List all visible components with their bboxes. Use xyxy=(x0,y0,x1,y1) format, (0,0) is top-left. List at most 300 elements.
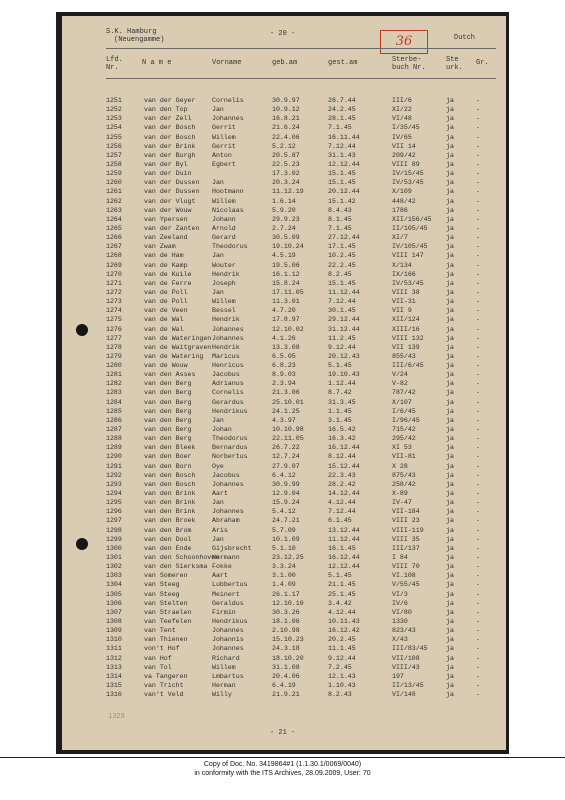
table-row xyxy=(106,343,496,352)
row-register-nr: XI/22 xyxy=(392,106,412,114)
row-death-date: 17.1.45 xyxy=(328,243,356,251)
row-firstname: Wouter xyxy=(212,261,236,269)
row-certificate: ja xyxy=(446,563,454,571)
row-surname: van Tent xyxy=(144,627,176,635)
row-register-nr: VI/3 xyxy=(392,590,408,598)
col-sterbebuch: Sterbe- buch Nr. xyxy=(392,56,426,72)
row-certificate: ja xyxy=(446,691,454,699)
row-firstname: Aart xyxy=(212,490,228,498)
nationality-label: Dutch xyxy=(454,34,476,42)
row-nr: 1262 xyxy=(106,197,122,205)
row-nr: 1303 xyxy=(106,572,122,580)
row-register-nr: VI/48 xyxy=(392,115,412,123)
row-register-nr: III/6 xyxy=(392,97,412,104)
table-row xyxy=(106,297,496,306)
row-firstname: Geraldus xyxy=(212,599,244,607)
table-row xyxy=(106,352,496,361)
row-birth-date: 24.3.18 xyxy=(272,645,300,653)
row-grave: - xyxy=(476,444,480,452)
row-firstname: Lubbertus xyxy=(212,581,248,589)
row-grave: - xyxy=(476,97,480,104)
table-row xyxy=(106,270,496,279)
row-death-date: 12.1.43 xyxy=(328,672,356,680)
table-row xyxy=(106,416,496,425)
row-death-date: 7.12.44 xyxy=(328,508,356,516)
row-nr: 1278 xyxy=(106,343,122,351)
row-firstname: Gerrit xyxy=(212,124,236,132)
row-birth-date: 22.11.05 xyxy=(272,435,304,443)
row-certificate: ja xyxy=(446,499,454,507)
row-grave: - xyxy=(476,581,480,589)
row-nr: 1282 xyxy=(106,380,122,388)
row-register-nr: XIII/16 xyxy=(392,325,420,333)
row-nr: 1307 xyxy=(106,608,122,616)
table-row xyxy=(106,361,496,370)
row-nr: 1295 xyxy=(106,499,122,507)
row-nr: 1273 xyxy=(106,298,122,306)
row-grave: - xyxy=(476,234,480,242)
row-surname: van der Dussen xyxy=(144,179,200,187)
row-surname: van de Poll xyxy=(144,288,188,296)
row-certificate: ja xyxy=(446,133,454,141)
row-death-date: 16.3.42 xyxy=(328,435,356,443)
table-row xyxy=(106,471,496,480)
row-certificate: ja xyxy=(446,124,454,132)
row-firstname: Jan xyxy=(212,179,224,187)
row-certificate: ja xyxy=(446,197,454,205)
row-birth-date: 30.9.99 xyxy=(272,480,300,488)
row-grave: - xyxy=(476,160,480,168)
row-nr: 1313 xyxy=(106,663,122,671)
row-birth-date: 17.3.02 xyxy=(272,170,300,178)
row-grave: - xyxy=(476,435,480,443)
table-row xyxy=(106,197,496,206)
row-certificate: ja xyxy=(446,471,454,479)
row-surname: van Tricht xyxy=(144,681,184,689)
faint-number: 1328 xyxy=(108,713,125,721)
row-birth-date: 20.3.24 xyxy=(272,179,300,187)
row-surname: van de Kamp xyxy=(144,261,188,269)
row-surname: van der Bosch xyxy=(144,124,196,132)
row-death-date: 1.10.43 xyxy=(328,681,356,689)
table-row xyxy=(106,142,496,151)
row-death-date: 3.4.42 xyxy=(328,599,352,607)
row-firstname: Hermann xyxy=(212,554,240,561)
row-grave: - xyxy=(476,170,480,178)
row-certificate: ja xyxy=(446,298,454,306)
row-birth-date: 15.8.24 xyxy=(272,279,300,287)
row-register-nr: IX/166 xyxy=(392,270,416,278)
row-death-date: 28.2.42 xyxy=(328,480,356,488)
row-birth-date: 12.10.10 xyxy=(272,599,304,607)
row-firstname: Herman xyxy=(212,681,236,689)
row-grave: - xyxy=(476,115,480,123)
row-grave: - xyxy=(476,563,480,571)
row-death-date: 15.1.42 xyxy=(328,197,356,205)
row-certificate: ja xyxy=(446,407,454,415)
row-death-date: 6.1.45 xyxy=(328,517,352,525)
row-certificate: ja xyxy=(446,179,454,187)
row-surname: van der Dussen xyxy=(144,188,200,196)
row-death-date: 26.7.44 xyxy=(328,97,356,104)
row-birth-date: 18.1.06 xyxy=(272,617,300,625)
row-nr: 1255 xyxy=(106,133,122,141)
row-death-date: 11.12.44 xyxy=(328,288,360,296)
table-row xyxy=(106,206,496,215)
row-surname: van de Wal xyxy=(144,316,184,324)
row-birth-date: 30.3.26 xyxy=(272,608,300,616)
row-grave: - xyxy=(476,490,480,498)
row-firstname: Aart xyxy=(212,572,228,580)
row-death-date: 1.1.45 xyxy=(328,407,352,415)
row-nr: 1289 xyxy=(106,444,122,452)
row-grave: - xyxy=(476,188,480,196)
row-nr: 1301 xyxy=(106,554,122,561)
row-grave: - xyxy=(476,681,480,689)
row-death-date: 7.2.45 xyxy=(328,663,352,671)
row-certificate: ja xyxy=(446,142,454,150)
row-surname: van Ypersen xyxy=(144,215,188,223)
row-death-date: 15.1.45 xyxy=(328,279,356,287)
row-grave: - xyxy=(476,362,480,370)
copy-note-line2: in conformity with the ITS Archives, 28.09.2009, User: 70 xyxy=(194,770,371,777)
row-birth-date: 23.12.25 xyxy=(272,554,304,561)
row-birth-date: 25.10.01 xyxy=(272,398,304,406)
row-register-nr: IV/65 xyxy=(392,133,412,141)
row-grave: - xyxy=(476,261,480,269)
table-row xyxy=(106,434,496,443)
row-grave: - xyxy=(476,691,480,699)
row-birth-date: 21.9.21 xyxy=(272,691,300,699)
row-register-nr: VIII 147 xyxy=(392,252,424,260)
document-page xyxy=(62,16,506,750)
row-grave: - xyxy=(476,645,480,653)
row-birth-date: 4.7.20 xyxy=(272,307,296,315)
row-register-nr: 258/42 xyxy=(392,480,416,488)
row-surname: van den Berg xyxy=(144,435,192,443)
row-register-nr: II/105/45 xyxy=(392,224,428,232)
row-certificate: ja xyxy=(446,627,454,635)
row-register-nr: 1330 xyxy=(392,617,408,625)
row-death-date: 8.4.43 xyxy=(328,206,352,214)
row-certificate: ja xyxy=(446,535,454,543)
row-surname: van Zeeland xyxy=(144,234,188,242)
row-register-nr: XI 53 xyxy=(392,444,412,452)
row-birth-date: 5.9.20 xyxy=(272,206,296,214)
table-row xyxy=(106,96,496,105)
row-death-date: 21.1.45 xyxy=(328,581,356,589)
col-gest: gest.am xyxy=(328,59,358,67)
row-nr: 1284 xyxy=(106,398,122,406)
row-death-date: 16.12.44 xyxy=(328,554,360,561)
table-row xyxy=(106,187,496,196)
table-row xyxy=(106,544,496,553)
row-register-nr: VIII/43 xyxy=(392,663,420,671)
row-birth-date: 10.1.09 xyxy=(272,535,300,543)
row-grave: - xyxy=(476,517,480,525)
table-row xyxy=(106,242,496,251)
row-certificate: ja xyxy=(446,672,454,680)
row-firstname: Hendrik xyxy=(212,343,240,351)
row-surname: van den Brink xyxy=(144,508,196,516)
row-grave: - xyxy=(476,279,480,287)
row-certificate: ja xyxy=(446,261,454,269)
row-register-nr: VII/108 xyxy=(392,654,420,662)
row-nr: 1310 xyxy=(106,636,122,644)
table-row xyxy=(106,379,496,388)
row-register-nr: VI.108 xyxy=(392,572,416,580)
row-firstname: Firmin xyxy=(212,608,236,616)
row-firstname: Willem xyxy=(212,298,236,306)
row-certificate: ja xyxy=(446,243,454,251)
table-row xyxy=(106,224,496,233)
row-register-nr: 197 xyxy=(392,672,404,680)
row-register-nr: XII/124 xyxy=(392,316,420,324)
row-grave: - xyxy=(476,352,480,360)
row-nr: 1263 xyxy=(106,206,122,214)
row-grave: - xyxy=(476,453,480,461)
row-firstname: Willy xyxy=(212,691,232,699)
row-death-date: 22.3.43 xyxy=(328,471,356,479)
row-certificate: ja xyxy=(446,334,454,342)
row-certificate: ja xyxy=(446,435,454,443)
row-certificate: ja xyxy=(446,654,454,662)
row-birth-date: 29.9.23 xyxy=(272,215,300,223)
row-nr: 1252 xyxy=(106,106,122,114)
row-nr: 1286 xyxy=(106,416,122,424)
row-firstname: Willem xyxy=(212,197,236,205)
row-death-date: 5.1.45 xyxy=(328,362,352,370)
row-register-nr: V-82 xyxy=(392,380,408,388)
row-register-nr: VII 14 xyxy=(392,142,416,150)
row-grave: - xyxy=(476,124,480,132)
row-nr: 1269 xyxy=(106,261,122,269)
row-firstname: Gerard xyxy=(212,234,236,242)
row-nr: 1285 xyxy=(106,407,122,415)
row-register-nr: VII 9 xyxy=(392,307,412,315)
row-nr: 1302 xyxy=(106,563,122,571)
row-surname: van der Wouw xyxy=(144,206,192,214)
row-firstname: Jan xyxy=(212,416,224,424)
row-death-date: 16.12.42 xyxy=(328,627,360,635)
camp-place-sub: (Neuengamme) xyxy=(114,36,165,44)
row-nr: 1304 xyxy=(106,581,122,589)
row-birth-date: 3.3.24 xyxy=(272,563,296,571)
row-certificate: ja xyxy=(446,343,454,351)
table-row xyxy=(106,608,496,617)
row-nr: 1298 xyxy=(106,526,122,534)
table-row xyxy=(106,151,496,160)
row-death-date: 20.12.43 xyxy=(328,352,360,360)
punch-hole-bottom xyxy=(76,538,88,550)
row-death-date: 28.1.45 xyxy=(328,115,356,123)
row-certificate: ja xyxy=(446,188,454,196)
row-surname: van den Brom xyxy=(144,526,192,534)
row-certificate: ja xyxy=(446,398,454,406)
table-row xyxy=(106,644,496,653)
row-firstname: Johannes xyxy=(212,325,244,333)
row-birth-date: 17.11.05 xyxy=(272,288,304,296)
row-register-nr: III/6/45 xyxy=(392,362,424,370)
row-birth-date: 15.10.23 xyxy=(272,636,304,644)
table-row xyxy=(106,562,496,571)
table-row xyxy=(106,388,496,397)
row-register-nr: IV-47 xyxy=(392,499,412,507)
row-nr: 1311 xyxy=(106,645,122,653)
row-surname: van den Berg xyxy=(144,407,192,415)
row-firstname: Nicolaas xyxy=(212,206,244,214)
row-certificate: ja xyxy=(446,426,454,434)
row-firstname: Johannes xyxy=(212,645,244,653)
row-birth-date: 2.3.94 xyxy=(272,380,296,388)
row-birth-date: 15.9.24 xyxy=(272,499,300,507)
row-surname: van der Bosch xyxy=(144,133,196,141)
row-grave: - xyxy=(476,106,480,114)
row-death-date: 1.12.44 xyxy=(328,380,356,388)
row-nr: 1309 xyxy=(106,627,122,635)
row-birth-date: 26.7.22 xyxy=(272,444,300,452)
row-death-date: 10.11.43 xyxy=(328,617,360,625)
row-grave: - xyxy=(476,608,480,616)
row-certificate: ja xyxy=(446,645,454,653)
row-certificate: ja xyxy=(446,389,454,397)
row-birth-date: 2.10.98 xyxy=(272,627,300,635)
row-birth-date: 19.10.24 xyxy=(272,243,304,251)
row-death-date: 16.12.44 xyxy=(328,444,360,452)
row-firstname: Hootmann xyxy=(212,188,244,196)
row-certificate: ja xyxy=(446,416,454,424)
row-grave: - xyxy=(476,508,480,516)
row-register-nr: I/96/45 xyxy=(392,416,420,424)
row-death-date: 27.12.44 xyxy=(328,234,360,242)
row-surname: van Stelten xyxy=(144,599,188,607)
row-nr: 1277 xyxy=(106,334,122,342)
row-birth-date: 8.9.03 xyxy=(272,371,296,379)
row-surname: van den Dool xyxy=(144,535,192,543)
row-firstname: Cornelis xyxy=(212,97,244,104)
row-death-date: 8.12.44 xyxy=(328,453,356,461)
row-register-nr: 295/42 xyxy=(392,435,416,443)
row-nr: 1260 xyxy=(106,179,122,187)
row-register-nr: X-89 xyxy=(392,490,408,498)
row-birth-date: 22.5.23 xyxy=(272,160,300,168)
table-row xyxy=(106,334,496,343)
row-surname: van de Wal xyxy=(144,325,184,333)
row-nr: 1314 xyxy=(106,672,122,680)
row-birth-date: 10.9.12 xyxy=(272,106,300,114)
row-firstname: Theodorus xyxy=(212,435,248,443)
row-certificate: ja xyxy=(446,362,454,370)
row-nr: 1266 xyxy=(106,234,122,242)
row-grave: - xyxy=(476,215,480,223)
table-row xyxy=(106,590,496,599)
row-birth-date: 30.9.97 xyxy=(272,97,300,104)
row-birth-date: 3.1.00 xyxy=(272,572,296,580)
row-surname: van den Schoonhoven xyxy=(144,554,220,561)
table-row xyxy=(106,690,496,699)
row-nr: 1272 xyxy=(106,288,122,296)
row-firstname: Johannes xyxy=(212,115,244,123)
row-nr: 1254 xyxy=(106,124,122,132)
table-row xyxy=(106,617,496,626)
row-firstname: Willem xyxy=(212,663,236,671)
row-surname: van Steeg xyxy=(144,590,180,598)
row-firstname: Gerrit xyxy=(212,142,236,150)
table-row xyxy=(106,288,496,297)
row-death-date: 12.12.44 xyxy=(328,563,360,571)
row-death-date: 31.1.43 xyxy=(328,151,356,159)
row-register-nr: I/6/45 xyxy=(392,407,416,415)
row-certificate: ja xyxy=(446,151,454,159)
row-certificate: ja xyxy=(446,380,454,388)
row-death-date: 24.2.45 xyxy=(328,106,356,114)
row-birth-date: 4.3.97 xyxy=(272,416,296,424)
row-firstname: Gerardus xyxy=(212,398,244,406)
row-birth-date: 18.10.20 xyxy=(272,654,304,662)
row-surname: van den Bosch xyxy=(144,471,196,479)
row-certificate: ja xyxy=(446,325,454,333)
row-nr: 1259 xyxy=(106,170,122,178)
row-certificate: ja xyxy=(446,462,454,470)
row-firstname: Jan xyxy=(212,252,224,260)
row-certificate: ja xyxy=(446,554,454,561)
bottom-page-marker: - 21 - xyxy=(270,729,296,737)
row-certificate: ja xyxy=(446,636,454,644)
row-surname: van de Watering xyxy=(144,352,204,360)
row-surname: von't Hof xyxy=(144,645,180,653)
row-certificate: ja xyxy=(446,608,454,616)
row-register-nr: VIII 23 xyxy=(392,517,420,525)
row-grave: - xyxy=(476,590,480,598)
row-register-nr: X/134 xyxy=(392,261,412,269)
row-death-date: 9.12.44 xyxy=(328,654,356,662)
table-row xyxy=(106,526,496,535)
row-surname: van den Berg xyxy=(144,416,192,424)
row-register-nr: VIII 132 xyxy=(392,334,424,342)
row-register-nr: VIII-119 xyxy=(392,526,424,534)
stamp-number: 36 xyxy=(395,34,413,49)
row-firstname: Johannes xyxy=(212,627,244,635)
row-grave: - xyxy=(476,343,480,351)
row-certificate: ja xyxy=(446,590,454,598)
row-death-date: 5.1.45 xyxy=(328,572,352,580)
row-certificate: ja xyxy=(446,115,454,123)
table-row xyxy=(106,580,496,589)
row-nr: 1261 xyxy=(106,188,122,196)
table-row xyxy=(106,215,496,224)
row-register-nr: X/43 xyxy=(392,636,408,644)
row-firstname: Jan xyxy=(212,288,224,296)
row-grave: - xyxy=(476,151,480,159)
row-firstname: Johannis xyxy=(212,636,244,644)
row-firstname: Willem xyxy=(212,133,236,141)
row-firstname: Egbert xyxy=(212,160,236,168)
row-nr: 1281 xyxy=(106,371,122,379)
row-surname: van den Ende xyxy=(144,544,192,552)
row-nr: 1291 xyxy=(106,462,122,470)
punch-hole-top xyxy=(76,324,88,336)
row-certificate: ja xyxy=(446,480,454,488)
row-grave: - xyxy=(476,334,480,342)
row-firstname: Lmbartus xyxy=(212,672,244,680)
row-nr: 1276 xyxy=(106,325,122,333)
header-rule-bottom xyxy=(106,78,496,79)
row-register-nr: I/35/45 xyxy=(392,124,420,132)
row-grave: - xyxy=(476,480,480,488)
row-surname: van Steeg xyxy=(144,581,180,589)
table-row xyxy=(106,443,496,452)
row-birth-date: 5.7.09 xyxy=(272,526,296,534)
